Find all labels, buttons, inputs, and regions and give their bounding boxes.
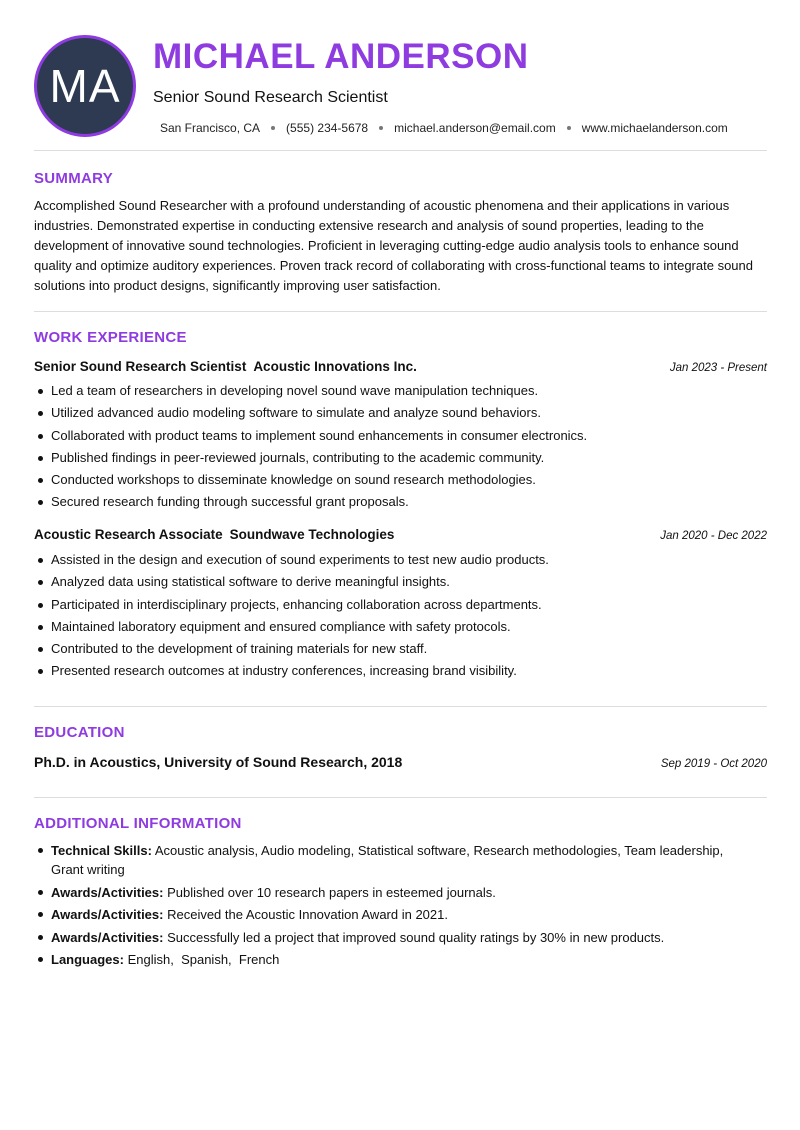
- summary-heading: SUMMARY: [34, 170, 114, 187]
- avatar: [34, 35, 136, 137]
- item-text: English, Spanish, French: [127, 952, 280, 967]
- list-item: Participated in interdisciplinary projects, enhancing collaboration across departments.: [34, 594, 774, 616]
- summary-text: Accomplished Sound Researcher with a profound understanding of acoustic phenomena and their applications in various industries. Demonstrated expertise in conducting extensive research and analysis of sound properties, leading to the development of innovative sound technologies. Proficient in leveraging cutting-edge audio analysis tools to enhance sound quality and optimize auditory experiences. Proven track record of collaborating with cross-functional teams to integrate sound solutions into product designs, significantly improving user satisfaction.: [34, 198, 753, 293]
- job-role: Senior Sound Research Scientist: [153, 89, 388, 106]
- item-text: Published over 10 research papers in esteemed journals.: [167, 884, 496, 900]
- item-text: Acoustic analysis, Audio modeling, Statistical software, Research methodologies, Team leadership, Grant writing: [51, 843, 724, 877]
- contact-website[interactable]: www.michaelanderson.com: [581, 121, 728, 135]
- job-title: Acoustic Research Associate: [34, 527, 223, 542]
- job-dates: Jan 2020 - Dec 2022: [660, 530, 767, 542]
- list-item: Collaborated with product teams to implement sound enhancements in consumer electronics.: [34, 425, 774, 447]
- list-item: [34, 928, 759, 947]
- degree: Ph.D. in Acoustics, University of Sound Research, 2018: [34, 754, 403, 770]
- list-item: [34, 883, 759, 902]
- list-item: Contributed to the development of training materials for new staff.: [34, 638, 774, 660]
- additional-info-list: [34, 841, 759, 973]
- contact-location: San Francisco, CA: [160, 121, 261, 135]
- job-dates: Jan 2023 - Present: [669, 362, 767, 374]
- education-heading: EDUCATION: [34, 724, 125, 741]
- job-header: [34, 358, 767, 377]
- list-item: Maintained laboratory equipment and ensured compliance with safety protocols.: [34, 616, 774, 638]
- item-label: Awards/Activities:: [51, 929, 164, 945]
- education-entry: [34, 753, 767, 773]
- bullet-separator: [379, 126, 383, 130]
- list-item: Utilized advanced audio modeling software to simulate and analyze sound behaviors.: [34, 402, 774, 424]
- item-text: Received the Acoustic Innovation Award in 2021.: [167, 907, 448, 922]
- divider: [34, 150, 767, 151]
- divider: [34, 311, 767, 312]
- list-item: [34, 905, 759, 924]
- item-label: Languages:: [51, 952, 124, 967]
- item-text: Successfully led a project that improved sound quality ratings by 30% in new products.: [167, 929, 665, 945]
- bullet-separator: [271, 126, 275, 130]
- bullet-separator: [567, 126, 571, 130]
- additional-info-heading: ADDITIONAL INFORMATION: [34, 815, 242, 832]
- item-label: Awards/Activities:: [51, 884, 164, 900]
- item-label: Technical Skills:: [51, 843, 152, 858]
- list-item: Conducted workshops to disseminate knowledge on sound research methodologies.: [34, 469, 774, 491]
- list-item: Secured research funding through successful grant proposals.: [34, 491, 774, 513]
- divider: [34, 706, 767, 707]
- education-dates: Sep 2019 - Oct 2020: [660, 758, 767, 770]
- avatar-initials: MA: [49, 60, 121, 112]
- list-item: Published findings in peer-reviewed journals, contributing to the academic community.: [34, 447, 774, 469]
- list-item: Led a team of researchers in developing novel sound wave manipulation techniques.: [34, 380, 774, 402]
- list-item: [34, 841, 759, 879]
- job-bullets: [34, 549, 774, 683]
- item-label: Awards/Activities:: [51, 907, 164, 922]
- list-item: Analyzed data using statistical software to derive meaningful insights.: [34, 571, 774, 593]
- job-title: Senior Sound Research Scientist: [34, 359, 247, 374]
- candidate-name: MICHAEL ANDERSON: [153, 37, 529, 76]
- list-item: [34, 950, 759, 969]
- contact-phone: (555) 234-5678: [286, 121, 369, 135]
- list-item: Assisted in the design and execution of sound experiments to test new audio products.: [34, 549, 774, 571]
- contact-email[interactable]: michael.anderson@email.com: [394, 121, 556, 135]
- job-header: [34, 526, 767, 545]
- job-company: Acoustic Innovations Inc.: [253, 359, 417, 374]
- list-item: Presented research outcomes at industry conferences, increasing brand visibility.: [34, 660, 774, 682]
- divider: [34, 797, 767, 798]
- work-experience-heading: WORK EXPERIENCE: [34, 329, 187, 346]
- job-bullets: [34, 380, 774, 514]
- contact-bar: [160, 120, 728, 136]
- job-company: Soundwave Technologies: [229, 527, 395, 542]
